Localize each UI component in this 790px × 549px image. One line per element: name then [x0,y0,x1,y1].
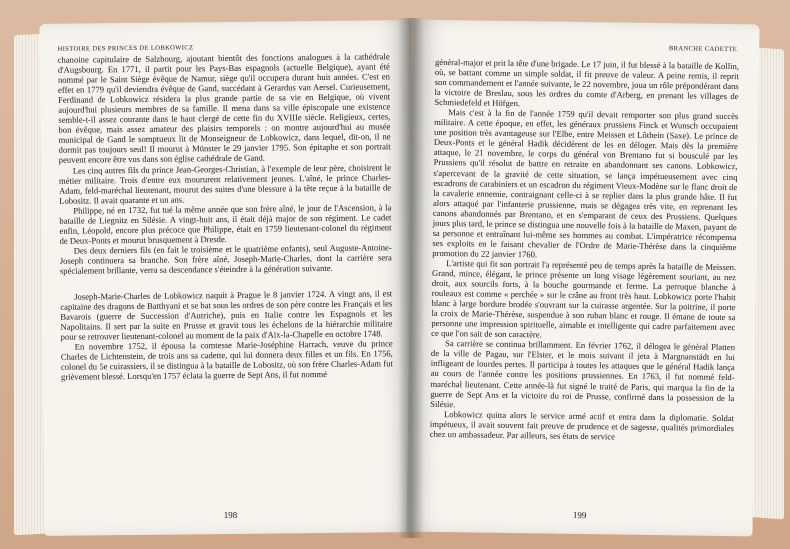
right-running-head: BRANCHE CADETTE [668,45,738,54]
paragraph: Mais c'est à la fin de l'année 1759 qu'il devait remporter son plus grand succès militaire. A cette époque, en effet, les généraux prussiens Finck et Wunsch occupaient une position très avantageuse sur l'Elbe, entre Meissen et Lôthein (Saxe). Le prince de Deux-Ponts et le général Hadik décidèrent de les en déloger. Mais dès la première attaque, le 21 novembre, le corps du général von Brentano fut si bousculé par les Prussiens qu'il résolut de battre en retraite en abandonnant ses canons. Lobkowicz, s'apercevant de la gravité de cette situation, se lança impétueusement avec cinq escadrons de carabiniers et un escadron du régiment Vieux-Modène sur le flanc droit de la cavalerie ennemie, contraignant celle-ci à se replier dans la plus grande hâte. Il fut alors attaqué par l'infanterie prussienne, mais se dégagea très vite, en reprenant les canons abandonnés par Brentano, et en s'emparant de ceux des Prussiens. Quelques jours plus tard, le prince se distingua une nouvelle fois à la bataille de Maxen, payant de sa personne et entraînant lui-même ses hommes au combat. L'impératrice récompensa ses exploits en le faisant chevalier de l'Ordre de Marie-Thérèse dans la cinquième promotion du 22 janvier 1760. [432,107,739,260]
left-running-head: HISTOIRE DES PRINCES DE LOBKOWICZ [57,44,194,53]
right-page [406,20,759,537]
left-page-number: 198 [223,509,238,521]
open-book [14,8,784,538]
paragraph: Lobkowicz quitta alors le service armé actif et entra dans la diplomatie. Soldat impétueux, il avait souvent fait preuve de prudence et de sagesse, qualités primordiales chez un ambassadeur. Par ailleurs, ses états de service [429,408,735,442]
paragraph: Philippe, né en 1732, fut tué la même année que son frère aîné, le jour de l'Ascension, à la bataille de Liegnitz en Silésie. A vingt-huit ans, il était déjà major de son régiment. Le cadet enfin, Léopold, encore plus précoce que Philippe, était en 1759 lieutenant-colonel du régiment de Deux-Ponts et mourut brusquement à Dresde. [59,201,392,246]
paragraph: Joseph-Marie-Charles de Lobkowicz naquit à Prague le 8 janvier 1724. A vingt ans, il est capitaine des dragons de Batthyani et se bat sous les ordres de son père contre les Français et les Bavarois (guerre de Succession d'Autriche), puis en Italie contre les Espagnols et les Napolitains. Il sert par la suite en Prusse et gravit tous les échelons de la hiérarchie militaire pour se retrouver lieutenant-colonel au moment de la paix d'Aix-la-Chapelle en octobre 1748. [60,288,393,342]
paragraph: Les cinq autres fils du prince Jean-Georges-Christian, à l'exemple de leur père, choisirent le métier militaire. Trois d'entre eux moururent relativement jeunes. L'aîné, le prince Charles-Adam, feld-maréchal lieutenant, mourut des suites d'une blessure à la tête reçue à la bataille de Lobositz. Il avait quarante et un ans. [58,161,392,206]
right-page-number: 199 [572,509,587,521]
left-page [39,20,416,536]
paragraph: Sa carrière se continua brillamment. En février 1762, il délogea le général Platten de la ville de Pagau, sur l'Elster, et le mois suivant il jeta à Margnanstädt en lui infligeant de lourdes pertes. Il participa à toutes les attaques que le général Hadik lança au cours de l'année contre les positions prussiennes. En 1763, il fut nommé feld-maréchal lieutenant. Cette année-là fut signé le traité de Paris, qui marqua la fin de la guerre de Sept Ans et la victoire du roi de Prusse, confirmé dans la possession de la Silésie. [430,338,736,409]
left-page-text [40,49,415,382]
paragraph: chanoine capitulaire de Salzbourg, ajoutant bientôt des fonctions analogues à la cathédrale d'Augsbourg. En 1771, il partit pour les Pays-Bas espagnols (actuelle Belgique), ayant été nommé par le Saint Siège évêque de Namur, siège qu'il occupera durant huit années. C'est en effet en 1779 qu'il deviendra évêque de Gand, succédant à Gerardus van Aersel. Curieusement, Ferdinand de Lobkowicz résidera la plus grande partie de sa vie en Belgique, où vivent aujourd'hui plusieurs membres de sa famille. Il mena dans sa ville épiscopale une existence semble-t-il assez courante dans le haut clergé de cette fin du XVIIIe siècle. Religieux, certes, bon évêque, mais assez amateur des plaisirs temporels : on montre aujourd'hui au musée municipal de Gand le somptueux lit de Monseigneur de Lobkowicz, dans lequel, dit-on, il ne dormit pas toujours seul! Il mourut à Münster le 29 janvier 1795. Son épitaphe et son portrait peuvent encore être vus dans son église cathédrale de Gand. [57,51,391,166]
paragraph: En novembre 1752, il épousa la comtesse Marie-Joséphine Harrach, veuve du prince Charles de Lichtenstein, de trois ans sa cadette, qui lui donnera deux filles et un fils. En 1756, colonel du 5e cuirassiers, il se distingua à la bataille de Lobositz, où son frère Charles-Adam fut grièvement blessé. Lorsqu'en 1757 éclata la guerre de Sept Ans, il fut nommé [60,338,393,383]
right-page-text [408,49,759,444]
book-gutter [398,18,424,538]
paragraph: L'artiste qui fit son portrait l'a représenté peu de temps après la bataille de Meissen. Grand, mince, élégant, le prince présente un long visage légèrement souriant, au nez droit, aux sourcils forts, à la bouche gourmande et ferme. La perruque blanche à rouleaux est comme « perchée » sur le crâne au front très haut. Lobkowicz porte l'habit blanc à large bordure brodée s'ouvrant sur la cuirasse argentée. Sur la poitrine, il porte la croix de Marie-Thérèse, suspendue à son ruban blanc et rouge. Il émane de toute sa personne une impression spirituelle, aimable et intelligente qui cadre parfaitement avec ce que l'on sait de son caractère. [431,258,737,340]
paragraph: général-major et prit la tête d'une brigade. Le 17 juin, il fut blessé à la bataille de Kollin, où, se battant comme un simple soldat, il fit preuve de valeur. A peine remis, il reprit son commandement et l'année suivante, le 22 novembre, joua un rôle prépondérant dans la victoire de Breslau, sous les ordres du comte d'Arberg, en prenant les villages de Schmiedefeld et Höfgen. [434,56,740,109]
paragraph: Des deux derniers fils (en fait le troisième et le quatrième enfants), seul Auguste-Antoine-Joseph continuera sa branche. Son frère aîné, Joseph-Marie-Charles, dont la carrière sera spécialement brillante, verra sa descendance s'éteindre à la génération suivante. [59,242,392,276]
